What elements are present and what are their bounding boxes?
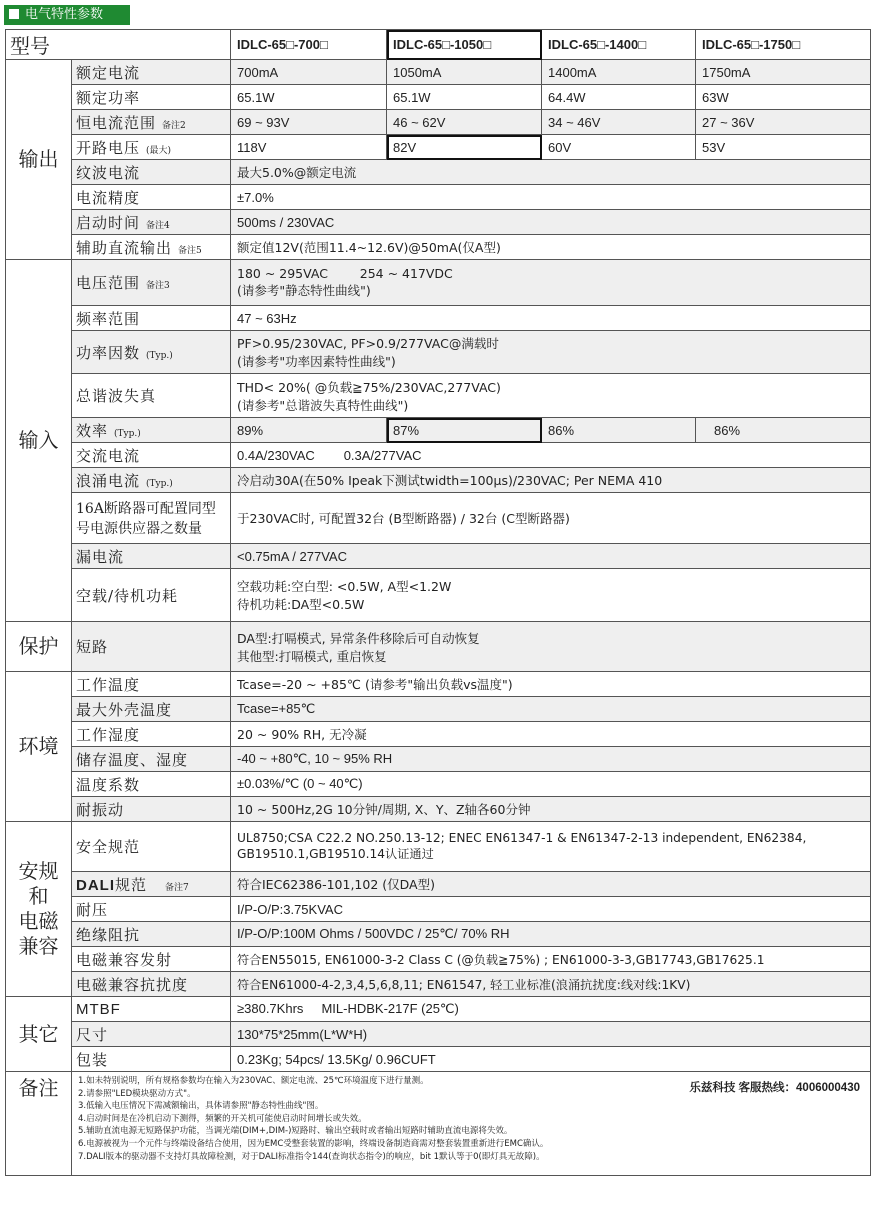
mtbf-value: ≥380.7Khrs MIL-HDBK-217F (25℃) bbox=[231, 997, 871, 1022]
spec-table bbox=[5, 29, 871, 1176]
short-label: 短路 bbox=[72, 622, 231, 672]
work-temp-value: Tcase=-20 ~ +85℃ (请参考"输出负载vs温度") bbox=[231, 672, 871, 697]
breaker-value: 于230VAC时, 可配置32台 (B型断路器) / 32台 (C型断路器) bbox=[231, 493, 871, 544]
breaker-label: 16A断路器可配置同型 号电源供应器之数量 bbox=[72, 493, 231, 544]
ac-current-label: 交流电流 bbox=[72, 443, 231, 468]
cc-range-1400: 34 ~ 46V bbox=[542, 110, 696, 135]
packing-value: 0.23Kg; 54pcs/ 13.5Kg/ 0.96CUFT bbox=[231, 1047, 871, 1072]
efficiency-1050: 87% bbox=[387, 418, 542, 443]
vibration-label: 耐振动 bbox=[72, 797, 231, 822]
withstand-label: 耐压 bbox=[72, 897, 231, 922]
size-label: 尺寸 bbox=[72, 1022, 231, 1047]
group-output: 输出 bbox=[6, 60, 72, 260]
thd-value: THD< 20%( @负载≧75%/230VAC,277VAC) (请参考"总谐波失真特性曲线") bbox=[231, 374, 871, 418]
aux-label: 辅助直流输出 备注5 bbox=[72, 235, 231, 260]
group-protection: 保护 bbox=[6, 622, 72, 672]
short-value: DA型:打嗝模式, 异常条件移除后可自动恢复 其他型:打嗝模式, 重启恢复 bbox=[231, 622, 871, 672]
open-voltage-1400: 60V bbox=[542, 135, 696, 160]
open-voltage-1750: 53V bbox=[696, 135, 871, 160]
pf-label: 功率因数 (Typ.) bbox=[72, 331, 231, 374]
group-safety-emc: 安规 和 电磁 兼容 bbox=[6, 822, 72, 997]
isolation-label: 绝缘阻抗 bbox=[72, 922, 231, 947]
note-item: 5.辅助直流电源无短路保护功能，当调光端(DIM+,DIM-)短路时、输出空载时或者输出短路时辅助直流电源将失效。 bbox=[78, 1126, 513, 1137]
frequency-label: 频率范围 bbox=[72, 306, 231, 331]
hotline: 乐兹科技 客服热线：4006000430 bbox=[689, 1082, 860, 1094]
size-value: 130*75*25mm(L*W*H) bbox=[231, 1022, 871, 1047]
safety-standards-label: 安全规范 bbox=[72, 822, 231, 872]
inrush-value: 冷启动30A(在50% Ipeak下测试twidth=100µs)/230VAC; Per NEMA 410 bbox=[231, 468, 871, 493]
inrush-label: 浪涌电流 (Typ.) bbox=[72, 468, 231, 493]
open-voltage-label: 开路电压 (最大) bbox=[72, 135, 231, 160]
efficiency-label: 效率 (Typ.) bbox=[72, 418, 231, 443]
model-700: IDLC-65□-700□ bbox=[231, 30, 387, 60]
emc-immunity-label: 电磁兼容抗扰度 bbox=[72, 972, 231, 997]
rated-power-700: 65.1W bbox=[231, 85, 387, 110]
aux-value: 额定值12V(范围11.4~12.6V)@50mA(仅A型) bbox=[231, 235, 871, 260]
startup-label: 启动时间 备注4 bbox=[72, 210, 231, 235]
work-temp-label: 工作温度 bbox=[72, 672, 231, 697]
voltage-value: 180 ~ 295VAC 254 ~ 417VDC (请参考"静态特性曲线") bbox=[231, 260, 871, 306]
withstand-value: I/P-O/P:3.75KVAC bbox=[231, 897, 871, 922]
storage-label: 储存温度、湿度 bbox=[72, 747, 231, 772]
note-item: 2.请参照"LED模块驱动方式"。 bbox=[78, 1088, 196, 1099]
rated-power-1050: 65.1W bbox=[387, 85, 542, 110]
vibration-value: 10 ~ 500Hz,2G 10分钟/周期, X、Y、Z轴各60分钟 bbox=[231, 797, 871, 822]
group-notes: 备注 bbox=[6, 1072, 72, 1176]
thd-label: 总谐波失真 bbox=[72, 374, 231, 418]
model-label: 型号 bbox=[6, 30, 231, 60]
mtbf-label: MTBF bbox=[72, 997, 231, 1022]
temp-coef-label: 温度系数 bbox=[72, 772, 231, 797]
group-input: 输入 bbox=[6, 260, 72, 622]
note-item: 4.启动时间是在冷机启动下测得，频繁的开关机可能使启动时间增长或失效。 bbox=[78, 1113, 367, 1124]
humidity-label: 工作湿度 bbox=[72, 722, 231, 747]
note-item: 6.电源被视为一个元件与终端设备结合使用，因为EMC受整套装置的影响，终端设备制造商需对整套装置重新进行EMC确认。 bbox=[78, 1138, 549, 1149]
leakage-value: <0.75mA / 277VAC bbox=[231, 544, 871, 569]
safety-standards-value: UL8750;CSA C22.2 NO.250.13-12; ENEC EN61347-1 & EN61347-2-13 independent, EN62384, GB19510.1,GB19510.14认证通过 bbox=[231, 822, 871, 872]
isolation-value: I/P-O/P:100M Ohms / 500VDC / 25℃/ 70% RH bbox=[231, 922, 871, 947]
open-voltage-1050: 82V bbox=[387, 135, 542, 160]
cc-range-1750: 27 ~ 36V bbox=[696, 110, 871, 135]
accuracy-label: 电流精度 bbox=[72, 185, 231, 210]
group-others: 其它 bbox=[6, 997, 72, 1072]
note-item: 3.低输入电压情况下需减额输出，具体请参照"静态特性曲线"图。 bbox=[78, 1101, 324, 1112]
notes-list bbox=[72, 1072, 871, 1176]
efficiency-700: 89% bbox=[231, 418, 387, 443]
efficiency-1750: 86% bbox=[696, 418, 871, 443]
rated-current-700: 700mA bbox=[231, 60, 387, 85]
model-1050: IDLC-65□-1050□ bbox=[387, 30, 542, 60]
square-icon bbox=[9, 9, 19, 19]
voltage-label: 电压范围 备注3 bbox=[72, 260, 231, 306]
humidity-value: 20 ~ 90% RH, 无冷凝 bbox=[231, 722, 871, 747]
max-case-value: Tcase=+85℃ bbox=[231, 697, 871, 722]
ac-current-value: 0.4A/230VAC 0.3A/277VAC bbox=[231, 443, 871, 468]
note-item: 1.如未特别说明，所有规格参数均在输入为230VAC、额定电流、25℃环境温度下进行量测。 bbox=[78, 1076, 429, 1086]
leakage-label: 漏电流 bbox=[72, 544, 231, 569]
rated-power-label: 额定功率 bbox=[72, 85, 231, 110]
ripple-value: 最大5.0%@额定电流 bbox=[231, 160, 871, 185]
packing-label: 包装 bbox=[72, 1047, 231, 1072]
rated-current-1050: 1050mA bbox=[387, 60, 542, 85]
accuracy-value: ±7.0% bbox=[231, 185, 871, 210]
standby-label: 空载/待机功耗 bbox=[72, 569, 231, 622]
cc-range-label: 恒电流范围 备注2 bbox=[72, 110, 231, 135]
group-environment: 环境 bbox=[6, 672, 72, 822]
standby-value: 空载功耗:空白型: <0.5W, A型<1.2W 待机功耗:DA型<0.5W bbox=[231, 569, 871, 622]
cc-range-700: 69 ~ 93V bbox=[231, 110, 387, 135]
ripple-label: 纹波电流 bbox=[72, 160, 231, 185]
frequency-value: 47 ~ 63Hz bbox=[231, 306, 871, 331]
note-item: 7.DALI版本的驱动器不支持灯具故障检测，对于DALI标准指令144(查询状态指令)的响应，bit 1默认等于0(即灯具无故障)。 bbox=[78, 1151, 545, 1162]
cc-range-1050: 46 ~ 62V bbox=[387, 110, 542, 135]
model-1400: IDLC-65□-1400□ bbox=[542, 30, 696, 60]
max-case-label: 最大外壳温度 bbox=[72, 697, 231, 722]
rated-current-1400: 1400mA bbox=[542, 60, 696, 85]
dali-label: DALI规范 备注7 bbox=[72, 872, 231, 897]
storage-value: -40 ~ +80℃, 10 ~ 95% RH bbox=[231, 747, 871, 772]
emc-emission-label: 电磁兼容发射 bbox=[72, 947, 231, 972]
startup-value: 500ms / 230VAC bbox=[231, 210, 871, 235]
emc-immunity-value: 符合EN61000-4-2,3,4,5,6,8,11; EN61547, 轻工业标准(浪涌抗扰度:线对线:1KV) bbox=[231, 972, 871, 997]
efficiency-1400: 86% bbox=[542, 418, 696, 443]
pf-value: PF>0.95/230VAC, PF>0.9/277VAC@满载时 (请参考"功率因素特性曲线") bbox=[231, 331, 871, 374]
rated-power-1400: 64.4W bbox=[542, 85, 696, 110]
rated-current-label: 额定电流 bbox=[72, 60, 231, 85]
temp-coef-value: ±0.03%/℃ (0 ~ 40℃) bbox=[231, 772, 871, 797]
model-1750: IDLC-65□-1750□ bbox=[696, 30, 871, 60]
open-voltage-700: 118V bbox=[231, 135, 387, 160]
dali-value: 符合IEC62386-101,102 (仅DA型) bbox=[231, 872, 871, 897]
rated-current-1750: 1750mA bbox=[696, 60, 871, 85]
rated-power-1750: 63W bbox=[696, 85, 871, 110]
section-header: 电气特性参数 bbox=[4, 5, 130, 25]
emc-emission-value: 符合EN55015, EN61000-3-2 Class C (@负载≧75%) ; EN61000-3-3,GB17743,GB17625.1 bbox=[231, 947, 871, 972]
